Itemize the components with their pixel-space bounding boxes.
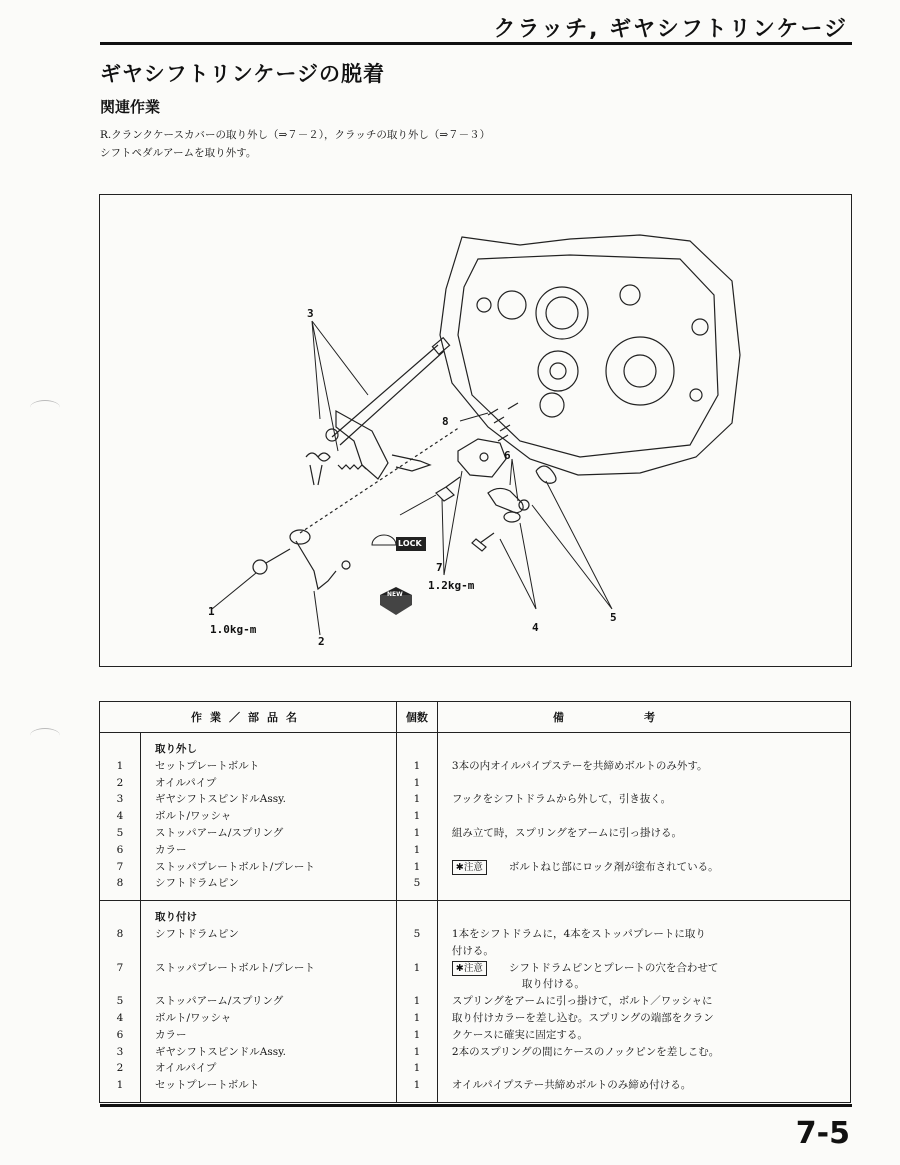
removal-names bbox=[141, 733, 397, 901]
list-item bbox=[452, 1060, 850, 1077]
prep-text bbox=[100, 126, 490, 162]
list-item: 7 bbox=[116, 961, 124, 974]
removal-numbers bbox=[100, 733, 141, 901]
lock-label: LOCK bbox=[398, 539, 422, 548]
table-header-row bbox=[100, 702, 851, 733]
o-ring bbox=[342, 561, 350, 569]
list-item bbox=[452, 775, 850, 792]
list-item: 3本の内オイルパイプステーを共締めボルトのみ外す。 bbox=[451, 759, 708, 772]
list-item: ギヤシフトスピンドルAssy. bbox=[155, 1045, 287, 1058]
list-item bbox=[452, 875, 850, 892]
stopper-spring bbox=[536, 466, 556, 483]
list-item: シフトドラムピン bbox=[155, 927, 239, 940]
bolt-washer bbox=[472, 533, 494, 551]
list-item: ボルトねじ部にロック剤が塗布されている。 bbox=[508, 860, 719, 873]
list-item: スプリングをアームに引っ掛けて，ボルト／ワッシャに bbox=[451, 995, 713, 1008]
removal-qtys bbox=[396, 733, 437, 901]
prep-line: R.クランクケースカバーの取り外し（⇒７－２），クラッチの取り外し（⇒７－３） bbox=[100, 129, 491, 141]
callout-2: 2 bbox=[318, 635, 325, 648]
list-item: 2 bbox=[116, 776, 124, 789]
stopper-boss bbox=[540, 393, 564, 417]
page-number: 7-5 bbox=[795, 1116, 850, 1151]
new-label: NEW bbox=[387, 591, 403, 598]
header-part: 作業／部品名 bbox=[100, 702, 397, 733]
prep-line: シフトペダルアームを取り外す。 bbox=[100, 147, 257, 159]
stopper-plate bbox=[458, 439, 506, 477]
list-item: 付ける。 bbox=[451, 944, 494, 957]
chapter-title: クラッチ, ギヤシフトリンケージ bbox=[493, 17, 848, 42]
list-item: 2 bbox=[116, 1062, 124, 1075]
list-item: 8 bbox=[116, 877, 124, 890]
gear-right bbox=[606, 337, 674, 405]
install-numbers bbox=[100, 901, 141, 1103]
removal-title: 取り外し bbox=[155, 743, 197, 755]
list-item: 1 bbox=[413, 860, 421, 873]
caution-badge: ✱注意 bbox=[452, 961, 487, 976]
list-item: 6 bbox=[116, 843, 124, 856]
list-item: 6 bbox=[116, 1028, 124, 1041]
list-item: ボルト/ワッシャ bbox=[155, 1011, 232, 1024]
install-title: 取り付け bbox=[155, 911, 197, 924]
list-item bbox=[100, 943, 140, 960]
list-item: 3 bbox=[116, 1045, 124, 1058]
install-remarks bbox=[437, 901, 850, 1103]
list-item: ストッパプレートボルト/プレート bbox=[155, 961, 315, 974]
list-item bbox=[452, 842, 850, 859]
list-item: 取り付けカラーを差し込む。スプリングの端部をクラン bbox=[451, 1011, 714, 1024]
list-item: 8 bbox=[116, 927, 124, 940]
list-item: クケースに確実に固定する。 bbox=[451, 1028, 588, 1041]
set-plate-bolt bbox=[253, 560, 267, 574]
header-qty: 個数 bbox=[396, 702, 437, 733]
list-item: ギヤシフトスピンドルAssy. bbox=[155, 793, 287, 806]
list-item: 1 bbox=[116, 759, 124, 772]
parts-table bbox=[99, 701, 851, 1103]
margin-mark bbox=[30, 728, 60, 743]
diagram-svg bbox=[100, 195, 851, 666]
list-item: 1 bbox=[116, 1079, 124, 1092]
page-title: ギヤシフトリンケージの脱着 bbox=[100, 62, 385, 86]
list-item: 1 bbox=[413, 1028, 421, 1041]
header-rule bbox=[100, 42, 852, 45]
callout-7: 7 bbox=[436, 561, 443, 574]
crankcase-outline bbox=[440, 235, 740, 475]
install-group bbox=[100, 901, 851, 1103]
callout-5: 5 bbox=[610, 611, 617, 624]
list-item: 1 bbox=[413, 776, 421, 789]
header-remarks: 備考 bbox=[437, 702, 850, 733]
list-item bbox=[397, 976, 437, 993]
list-item: 1 bbox=[413, 826, 421, 839]
callout-4: 4 bbox=[532, 621, 539, 634]
list-item: 5 bbox=[413, 877, 421, 890]
list-item bbox=[155, 943, 396, 960]
list-item: 4 bbox=[116, 810, 124, 823]
list-item: 1 bbox=[413, 793, 421, 806]
list-item: 5 bbox=[116, 995, 124, 1008]
list-item: ボルト/ワッシャ bbox=[155, 810, 232, 823]
list-item: 1 bbox=[413, 961, 421, 974]
list-item: 7 bbox=[116, 860, 124, 873]
gear-shift-spindle bbox=[332, 345, 444, 445]
list-item: 1 bbox=[413, 759, 421, 772]
callout-7-torque: 1.2kg-m bbox=[428, 579, 475, 592]
collar bbox=[504, 512, 520, 522]
list-item: シフトドラムピンとプレートの穴を合わせて bbox=[508, 961, 719, 974]
list-item: 組み立て時，スプリングをアームに引っ掛ける。 bbox=[451, 826, 682, 839]
spindle-spring bbox=[338, 465, 366, 469]
removal-group bbox=[100, 733, 851, 901]
list-item: 1本をシフトドラムに，4本をストッパプレートに取り bbox=[451, 927, 706, 940]
list-item: 1 bbox=[413, 843, 421, 856]
caution-label: 注意 bbox=[463, 861, 483, 873]
callout-3: 3 bbox=[307, 307, 314, 320]
list-item: 1 bbox=[413, 810, 421, 823]
list-item: 取り付ける。 bbox=[521, 978, 585, 991]
margin-mark bbox=[30, 400, 60, 415]
callout-1-torque: 1.0kg-m bbox=[210, 623, 257, 636]
list-item: カラー bbox=[155, 843, 187, 856]
list-item: オイルパイプステー共締めボルトのみ締め付ける。 bbox=[451, 1079, 692, 1092]
stopper-plate-bolt bbox=[436, 477, 460, 501]
caution-badge: ✱注意 bbox=[452, 860, 487, 875]
list-item: 1 bbox=[413, 1011, 421, 1024]
list-item bbox=[155, 976, 396, 993]
list-item: セットプレートボルト bbox=[155, 1079, 260, 1092]
crankcase-inner bbox=[458, 255, 718, 457]
list-item: 5 bbox=[413, 927, 421, 940]
list-item bbox=[452, 808, 850, 825]
list-item bbox=[397, 943, 437, 960]
footer-rule bbox=[100, 1104, 852, 1107]
callout-1: 1 bbox=[208, 605, 215, 618]
list-item: 1 bbox=[413, 1062, 421, 1075]
list-item: オイルパイプ bbox=[155, 1062, 217, 1075]
spindle-arm bbox=[336, 411, 388, 479]
removal-remarks bbox=[437, 733, 850, 901]
return-spring bbox=[306, 453, 330, 485]
oil-pipe bbox=[296, 541, 336, 589]
install-names bbox=[141, 901, 397, 1103]
list-item: 4 bbox=[116, 1011, 124, 1024]
list-item: ストッパプレートボルト/プレート bbox=[155, 860, 315, 873]
callout-8: 8 bbox=[442, 415, 449, 428]
list-item: 1 bbox=[413, 1045, 421, 1058]
shift-drum bbox=[538, 351, 578, 391]
list-item: ストッパアーム/スプリング bbox=[155, 826, 284, 839]
install-qtys bbox=[396, 901, 437, 1103]
list-item: 5 bbox=[116, 826, 124, 839]
list-item: 2本のスプリングの間にケースのノックピンを差しこむ。 bbox=[451, 1045, 720, 1058]
list-item: ストッパアーム/スプリング bbox=[155, 995, 284, 1008]
list-item: 1 bbox=[413, 1079, 421, 1092]
callout-6: 6 bbox=[504, 449, 511, 462]
list-item: シフトドラムピン bbox=[155, 877, 239, 890]
list-item: オイルパイプ bbox=[155, 776, 217, 789]
list-item: カラー bbox=[155, 1028, 187, 1041]
list-item bbox=[100, 976, 140, 993]
caution-label: 注意 bbox=[463, 962, 483, 974]
list-item: フックをシフトドラムから外して，引き抜く。 bbox=[451, 793, 672, 806]
exploded-diagram bbox=[99, 194, 852, 667]
list-item: セットプレートボルト bbox=[155, 759, 260, 772]
list-item: 3 bbox=[116, 793, 124, 806]
section-heading: 関連作業 bbox=[100, 98, 161, 116]
list-item: 1 bbox=[413, 995, 421, 1008]
gear-upper bbox=[536, 287, 588, 339]
